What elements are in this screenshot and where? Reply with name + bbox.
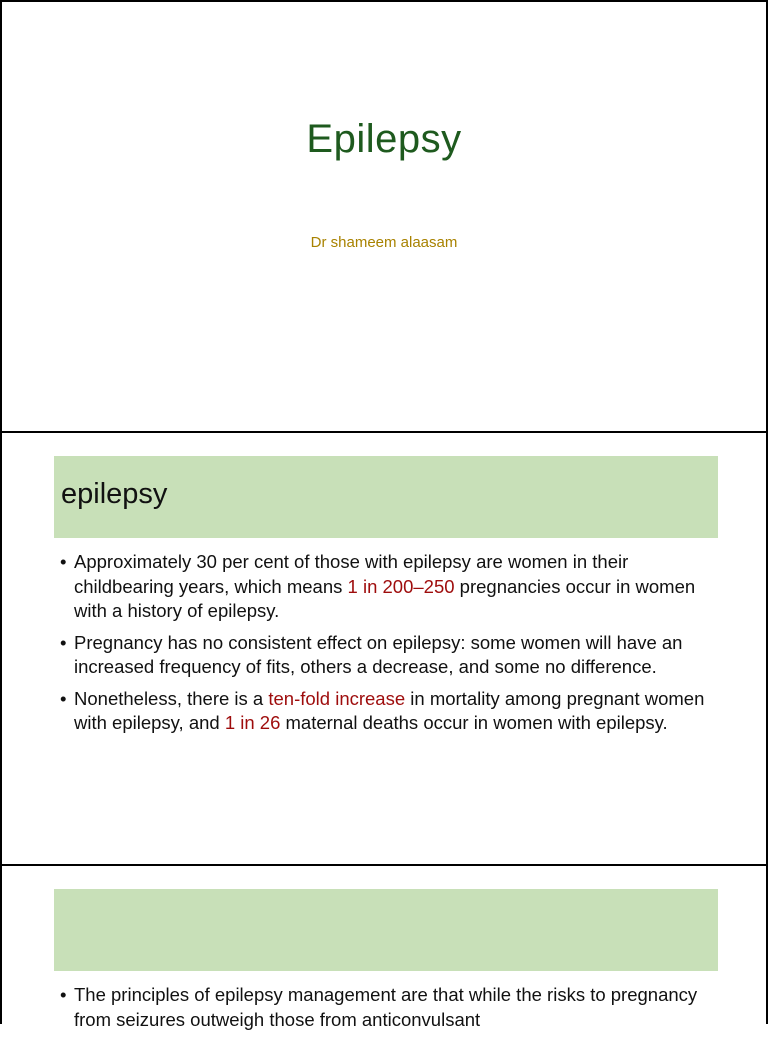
management-slide: [0, 866, 768, 1030]
slide-title: epilepsy: [61, 478, 168, 510]
presentation-title: Epilepsy: [306, 117, 462, 161]
author-name: Dr shameem alaasam: [310, 234, 458, 251]
bullet-item: [60, 983, 726, 1032]
bullet-text: pregnancies occur in women with a history of epilepsy.: [74, 575, 696, 621]
title-slide: [0, 0, 768, 433]
highlighted-text: ten-fold increase: [268, 687, 406, 709]
epilepsy-slide: [0, 433, 768, 866]
bullet-text: Approximately 30 per cent of those with epilepsy are women in their childbearing years, which means: [74, 551, 629, 597]
bullet-text: in mortality among pregnant women with epilepsy, and: [74, 687, 705, 733]
bullet-item: [60, 550, 726, 624]
bullet-text: Pregnancy has no consistent effect on epilepsy: some women will have an increased frequency of fits, others a decrease, and some no difference.: [74, 631, 683, 677]
slide-title-banner: [54, 889, 718, 971]
bullet-text: maternal deaths occur in women with epilepsy.: [280, 712, 668, 733]
bullet-list: [60, 983, 726, 1039]
bullet-item: [60, 687, 726, 736]
slide-title-banner: [54, 456, 718, 538]
bullet-list: [60, 550, 726, 743]
bullet-text: Nonetheless, there is a: [74, 687, 269, 709]
bullet-text: The principles of epilepsy management are that while the risks to pregnancy from seizures outweigh those from anticonvulsant: [74, 984, 698, 1030]
highlighted-text: 1 in 26: [224, 712, 281, 733]
bullet-item: [60, 631, 726, 680]
highlighted-text: 1 in 200–250: [347, 575, 455, 597]
